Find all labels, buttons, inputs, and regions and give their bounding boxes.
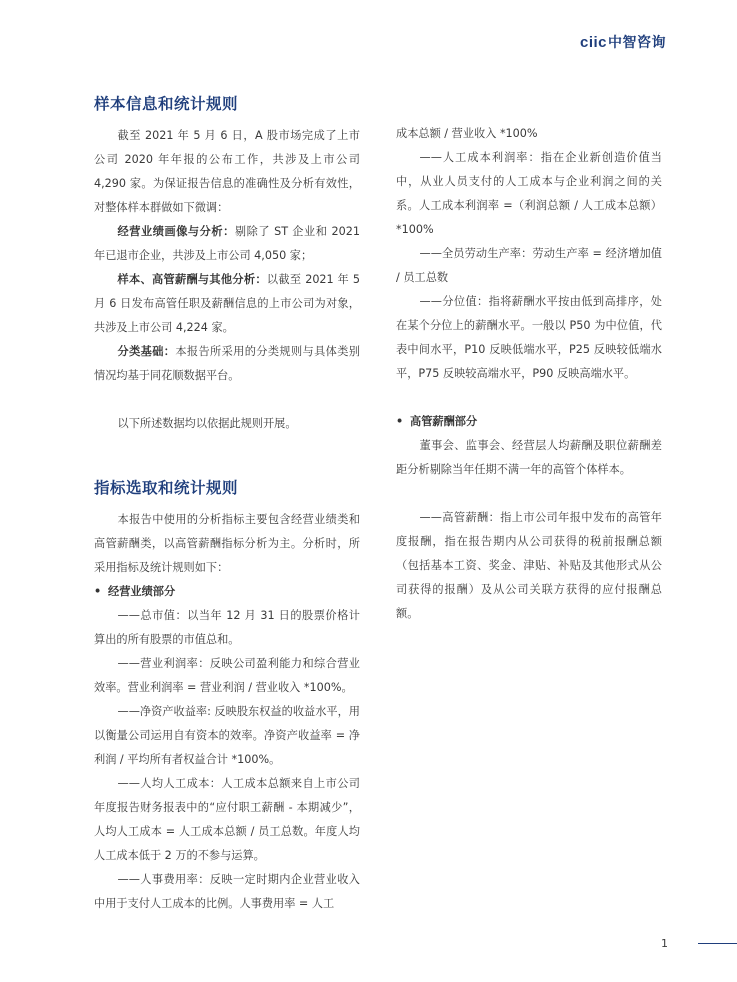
indicator-labor-productivity: ——全员劳动生产率：劳动生产率 = 经济增加值 / 员工总数: [396, 247, 662, 284]
footer-rule: [698, 943, 737, 944]
indicator-labor-cost-per-capita: ——人均人工成本：人工成本总额来自上市公司年度报告财务报表中的“应付职工薪酬 - 本期减少”，人均人工成本 = 人工成本总额 / 员工总数。年度人均人工成本低于 2 万的不参与运算。: [94, 777, 360, 862]
right-column: [396, 122, 662, 626]
sample-rule-3-text: 本报告所采用的分类规则与具体类别情况均基于同花顺数据平台。: [94, 345, 360, 382]
section-title-sample: 样本信息和统计规则: [94, 95, 239, 113]
section-title-indicators: 指标选取和统计规则: [94, 479, 239, 497]
indicator-market-value: ——总市值：以当年 12 月 31 日的股票价格计算出的所有股票的市值总和。: [94, 609, 360, 646]
left-column: [94, 92, 360, 916]
logo-text: ciic: [580, 34, 608, 51]
company-logo: [580, 32, 666, 52]
page-number: 1: [661, 937, 668, 950]
sample-rule-2: [94, 268, 360, 340]
indicator-percentile: ——分位值：指将薪酬水平按由低到高排序，处在某个分位上的薪酬水平。一般以 P50 为中位值，代表中间水平，P10 反映低端水平，P25 反映较低端水平，P75 反映较高端水平，P90 反映高端水平。: [396, 295, 662, 380]
sample-rule-1-label: 经营业绩画像与分析：: [117, 225, 235, 238]
bullet-dot-icon: •: [94, 585, 102, 598]
indicator-executive-pay: ——高管薪酬：指上市公司年报中发布的高管年度报酬，指在报告期内从公司获得的税前报酬总额（包括基本工资、奖金、津贴、补贴及其他形式从公司获得的报酬）及从公司关联方获得的应付报酬总额。: [396, 511, 662, 620]
executive-pay-intro: 董事会、监事会、经营层人均薪酬及职位薪酬差距分析剔除当年任期不满一年的高管个体样本。: [396, 439, 662, 476]
sample-closing: 以下所述数据均以依据此规则开展。: [117, 417, 297, 430]
bullet-executive-pay-title: 高管薪酬部分: [410, 415, 478, 428]
indicator-roe: ——净资产收益率: 反映股东权益的收益水平，用以衡量公司运用自有资本的效率。净资产收益率 = 净利润 / 平均所有者权益合计 *100%。: [94, 705, 360, 766]
bullet-dot-icon: •: [396, 415, 404, 428]
bullet-business-performance-title: 经营业绩部分: [108, 585, 176, 598]
sample-rule-3-label: 分类基础：: [117, 345, 176, 358]
sample-rule-2-text: 以截至 2021 年 5 月 6 日发布高管任职及薪酬信息的上市公司为对象，共涉及上市公司 4,224 家。: [94, 273, 360, 334]
sample-rule-1-text: 剔除了 ST 企业和 2021 年已退市企业，共涉及上市公司 4,050 家；: [94, 225, 360, 262]
logo-cn-text: 中智咨询: [608, 34, 667, 50]
indicator-personnel-expense-ratio: ——人事费用率：反映一定时期内企业营业收入中用于支付人工成本的比例。人事费用率 = 人工: [94, 873, 360, 910]
sample-intro: 截至 2021 年 5 月 6 日，A 股市场完成了上市公司 2020 年年报的公布工作，共涉及上市公司 4,290 家。为保证报告信息的准确性及分析有效性，对整体样本群做如下微调：: [94, 129, 360, 214]
personnel-expense-continuation: 成本总额 / 营业收入 *100%: [396, 127, 538, 140]
sample-rule-1: [94, 220, 360, 268]
bullet-business-performance: [94, 580, 360, 604]
bullet-executive-pay: [396, 410, 662, 434]
indicator-operating-margin: ——营业利润率：反映公司盈利能力和综合营业效率。营业利润率 = 营业利润 / 营业收入 *100%。: [94, 657, 360, 694]
sample-rule-3: [94, 340, 360, 388]
sample-rule-2-label: 样本、高管薪酬与其他分析：: [117, 273, 267, 286]
indicators-intro: 本报告中使用的分析指标主要包含经营业绩类和高管薪酬类，以高管薪酬指标分析为主。分析时，所采用指标及统计规则如下：: [94, 513, 360, 574]
indicator-labor-cost-profit-ratio: ——人工成本利润率：指在企业新创造价值当中，从业人员支付的人工成本与企业利润之间的关系。人工成本利润率 =（利润总额 / 人工成本总额）*100%: [396, 151, 662, 236]
